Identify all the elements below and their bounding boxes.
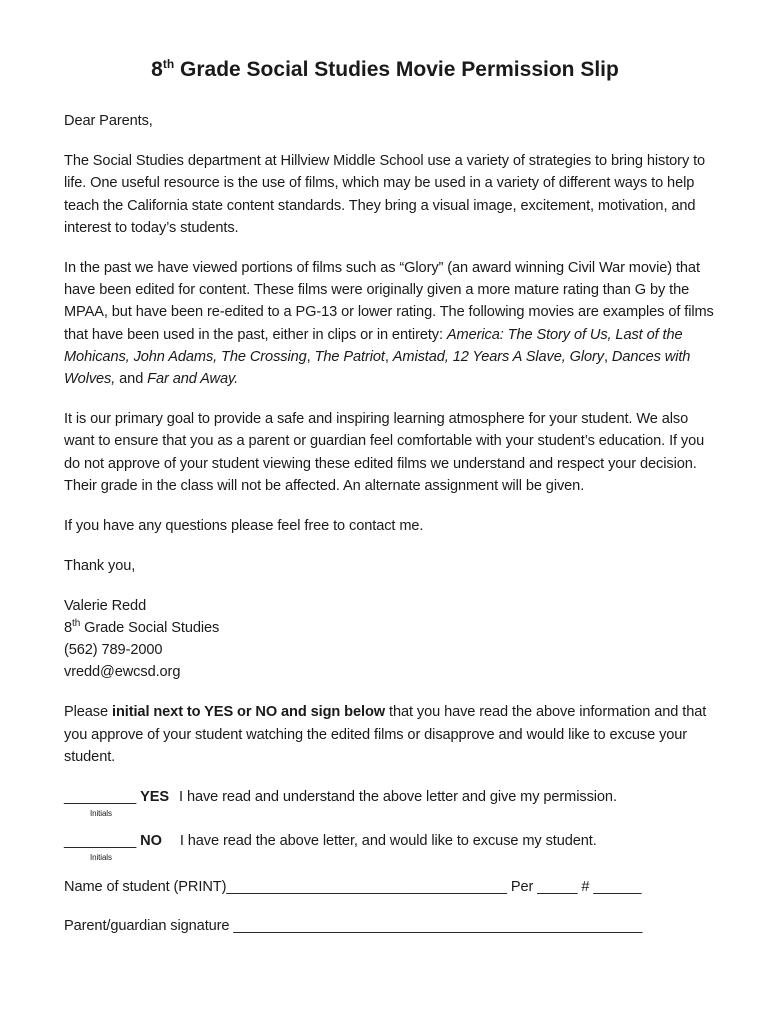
teacher-email: vredd@ewcsd.org (64, 664, 181, 681)
paragraph-films (64, 257, 714, 390)
parent-signature-blank[interactable]: ___________________________________________________ (233, 917, 643, 934)
yes-option (64, 786, 714, 820)
title-grade-suffix: th (162, 57, 175, 71)
no-initials-caption: Initials (90, 853, 112, 863)
parent-signature-label: Parent/guardian signature (64, 917, 234, 934)
paragraph-intro: The Social Studies department at Hillview Middle School use a variety of strategies to bring history to life. One useful resource is the use of films, which may be used in a variety of different ways to help teach the California state content standards. They bring a visual image, excitement, motivation, and interest to today’s students. (64, 153, 706, 236)
letter-body (64, 110, 714, 955)
student-name-blank[interactable]: ___________________________________ (226, 879, 507, 896)
dept-grade-suffix: th (72, 618, 81, 630)
parent-signature-field (64, 915, 714, 937)
paragraph-questions: If you have any questions please feel free to contact me. (64, 518, 424, 535)
instructions-post: that you have read the above information and that you approve of your student watching the edited films or disapprove and would like to excuse your student. (64, 704, 707, 765)
no-initials-blank[interactable]: _________ (64, 833, 137, 850)
title-grade-number: 8 (151, 58, 163, 81)
yes-text: I have read and understand the above letter and give my permission. (179, 789, 617, 806)
page-title (0, 58, 770, 82)
student-name-field (64, 876, 714, 898)
teacher-phone: (562) 789-2000 (64, 642, 163, 659)
greeting: Dear Parents, (64, 113, 153, 129)
yes-initials-caption: Initials (90, 809, 112, 819)
films-list-b: The Patriot (314, 348, 385, 365)
number-label: # (581, 879, 590, 896)
films-list-a: America: The Story of Us, Last of the Mohicans, John Adams, The Crossing (64, 326, 683, 365)
films-list-d: Dances with Wolves, (64, 348, 691, 388)
dept-grade-number: 8 (64, 620, 73, 637)
no-option (64, 830, 714, 864)
dept-text: Grade Social Studies (80, 620, 220, 637)
films-sep-2: , (384, 348, 393, 365)
number-blank[interactable]: ______ (593, 879, 642, 896)
signature-block (64, 595, 714, 683)
instructions-bold: initial next to YES or NO and sign below (111, 704, 386, 721)
teacher-department (64, 617, 714, 639)
student-name-label: Name of student (PRINT) (64, 879, 227, 896)
teacher-name: Valerie Redd (64, 598, 147, 615)
films-intro: In the past we have viewed portions of films such as “Glory” (an award winning Civil War movie) that have been edited for content. These films were originally given a more mature rating than G by the MPAA, but have been re-edited to a PG-13 or lower rating. The following movies are examples of films that have been used in the past, either in clips or in entirety: (64, 260, 714, 343)
period-label: Per (510, 879, 534, 896)
no-label: NO (140, 833, 162, 850)
paragraph-goal: It is our primary goal to provide a safe and inspiring learning atmosphere for your student. We also want to ensure that you as a parent or guardian feel comfortable with your student’s education. If you do not approve of your student viewing these edited films we understand and respect your decision. Their grade in the class will not be affected. An alternate assignment will be given. (64, 411, 705, 494)
instructions (64, 701, 714, 768)
films-sep-4: and (115, 371, 148, 388)
period-blank[interactable]: _____ (537, 879, 578, 896)
yes-label: YES (140, 789, 170, 806)
closing: Thank you, (64, 558, 136, 575)
films-list-e: Far and Away. (147, 371, 239, 388)
films-sep-1: , (306, 348, 315, 365)
title-text: Grade Social Studies Movie Permission Slip (174, 58, 619, 81)
yes-initials-blank[interactable]: _________ (64, 789, 137, 806)
films-sep-3: , (604, 348, 612, 365)
films-list-c: Amistad, 12 Years A Slave, Glory (392, 348, 604, 365)
instructions-pre: Please (64, 704, 112, 721)
no-text: I have read the above letter, and would like to excuse my student. (179, 833, 597, 850)
